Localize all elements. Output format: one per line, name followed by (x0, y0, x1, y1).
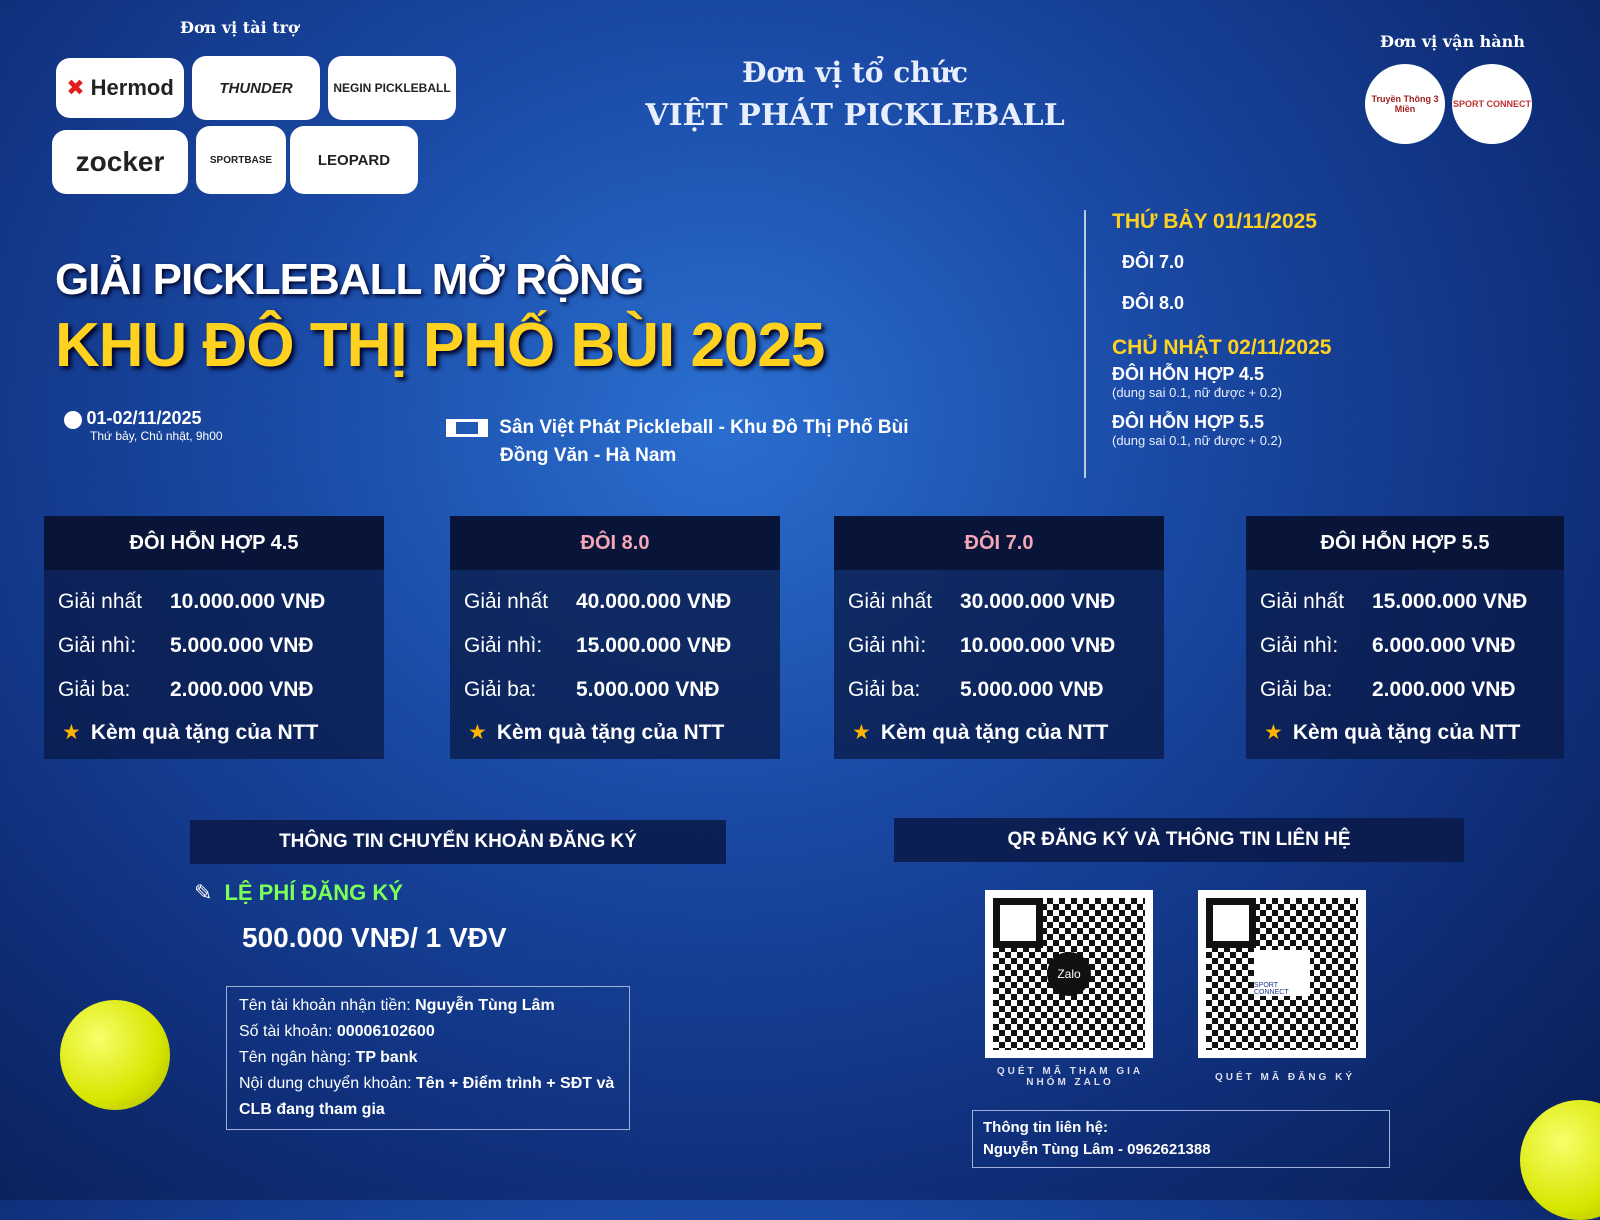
prize-box-title: ĐÔI HỖN HỢP 4.5 (44, 516, 384, 570)
star-icon: ★ (468, 721, 487, 744)
operators-label: Đơn vị vận hành (1380, 32, 1525, 51)
gift-note: ★ Kèm quà tặng của NTT (1264, 721, 1521, 744)
sponsor-logo-sportbase: SPORTBASE (196, 126, 286, 194)
prize-row: Giải nhất 10.000.000 VNĐ (58, 590, 326, 613)
prize-box-title: ĐÔI 8.0 (450, 516, 780, 570)
sponsor-logo-leopard: LEOPARD (290, 126, 418, 194)
organizer-label: Đơn vị tổ chức (741, 56, 969, 89)
prize-row: Giải ba: 2.000.000 VNĐ (58, 678, 314, 701)
organizer-name: VIỆT PHÁT PICKLEBALL (645, 98, 1065, 133)
prize-box-title: ĐÔI 7.0 (834, 516, 1164, 570)
prize-box-title: ĐÔI HỖN HỢP 5.5 (1246, 516, 1564, 570)
prize-row: Giải nhì: 5.000.000 VNĐ (58, 634, 314, 657)
zalo-qr-code[interactable] (985, 890, 1153, 1058)
bank-info: Tên tài khoản nhận tiền: Nguyễn Tùng Lâm Số tài khoản: 00006102600 Tên ngân hàng: TP bank Nội dung chuyển khoản: Tên + Điểm trình + SĐT và CLB đang tham gia (226, 986, 630, 1130)
sponsor-logo-hermod: ✖ Hermod (56, 58, 184, 118)
date-info (64, 408, 223, 443)
operator-logo-sportconnect: SPORT CONNECT (1452, 64, 1532, 144)
prize-row: Giải nhì: 6.000.000 VNĐ (1260, 634, 1516, 657)
date-main: 01-02/11/2025 (86, 408, 202, 428)
date-sub: Thứ bảy, Chủ nhật, 9h00 (90, 429, 223, 443)
pickleball-decoration (60, 1000, 170, 1110)
prize-row: Giải nhất 30.000.000 VNĐ (848, 590, 1116, 613)
registration-qr-code[interactable] (1198, 890, 1366, 1058)
fee-value: 500.000 VNĐ/ 1 VĐV (242, 922, 507, 953)
clock-icon (64, 411, 82, 429)
gift-note: ★ Kèm quà tặng của NTT (852, 721, 1109, 744)
schedule: THỨ BẢY 01/11/2025 ĐÔI 7.0 ĐÔI 8.0 CHỦ NHẬT 02/11/2025 ĐÔI HỖN HỢP 4.5 (dung sai 0.1, nữ được + 0.2) ĐÔI HỖN HỢP 5.5 (dung sai 0.1, nữ được + 0.2) (1112, 210, 1332, 448)
pickleball-decoration (1520, 1100, 1600, 1220)
title-line-1: GIẢI PICKLEBALL MỞ RỘNG (55, 255, 644, 304)
sponsors-label: Đơn vị tài trợ (180, 18, 299, 37)
sponsor-logo-zocker: zocker (52, 130, 188, 194)
qr-header: QR ĐĂNG KÝ VÀ THÔNG TIN LIÊN HỆ (894, 818, 1464, 862)
prize-row: Giải nhất 40.000.000 VNĐ (464, 590, 732, 613)
zalo-logo: Zalo (1047, 952, 1091, 996)
sportconnect-logo: SPORT CONNECT (1254, 950, 1310, 996)
contact-box: Thông tin liên hệ: Nguyễn Tùng Lâm - 0962621388 (972, 1110, 1390, 1168)
prize-box (834, 516, 1164, 759)
star-icon: ★ (62, 721, 81, 744)
prize-row: Giải nhì: 10.000.000 VNĐ (848, 634, 1116, 657)
gift-note: ★ Kèm quà tặng của NTT (62, 721, 319, 744)
gift-note: ★ Kèm quà tặng của NTT (468, 721, 725, 744)
court-icon (446, 419, 488, 437)
money-icon: ✎ (194, 880, 213, 905)
star-icon: ★ (1264, 721, 1283, 744)
sponsor-logo-negin: NEGIN PICKLEBALL (328, 56, 456, 120)
divider (1084, 210, 1086, 478)
prize-row: Giải ba: 5.000.000 VNĐ (464, 678, 720, 701)
venue-info: Sân Việt Phát Pickleball - Khu Đô Thị Phố Bùi Đồng Văn - Hà Nam (446, 414, 909, 470)
sponsor-logo-thunder: THUNDER (192, 56, 320, 120)
prize-row: Giải nhì: 15.000.000 VNĐ (464, 634, 732, 657)
payment-header: THÔNG TIN CHUYỂN KHOẢN ĐĂNG KÝ (190, 820, 726, 864)
prize-box (44, 516, 384, 759)
prize-row: Giải nhất 15.000.000 VNĐ (1260, 590, 1528, 613)
prize-box (450, 516, 780, 759)
prize-box (1246, 516, 1564, 759)
operator-logo-3mien: Truyền Thông 3 Miền (1365, 64, 1445, 144)
registration-qr-caption: QUÉT MÃ ĐĂNG KÝ (1215, 1072, 1355, 1083)
prize-row: Giải ba: 2.000.000 VNĐ (1260, 678, 1516, 701)
fee-label: ✎ LỆ PHÍ ĐĂNG KÝ (194, 880, 403, 905)
prize-row: Giải ba: 5.000.000 VNĐ (848, 678, 1104, 701)
title-line-2: KHU ĐÔ THỊ PHỐ BÙI 2025 (55, 311, 825, 380)
zalo-qr-caption: QUÉT MÃ THAM GIA NHÓM ZALO (996, 1066, 1144, 1088)
star-icon: ★ (852, 721, 871, 744)
